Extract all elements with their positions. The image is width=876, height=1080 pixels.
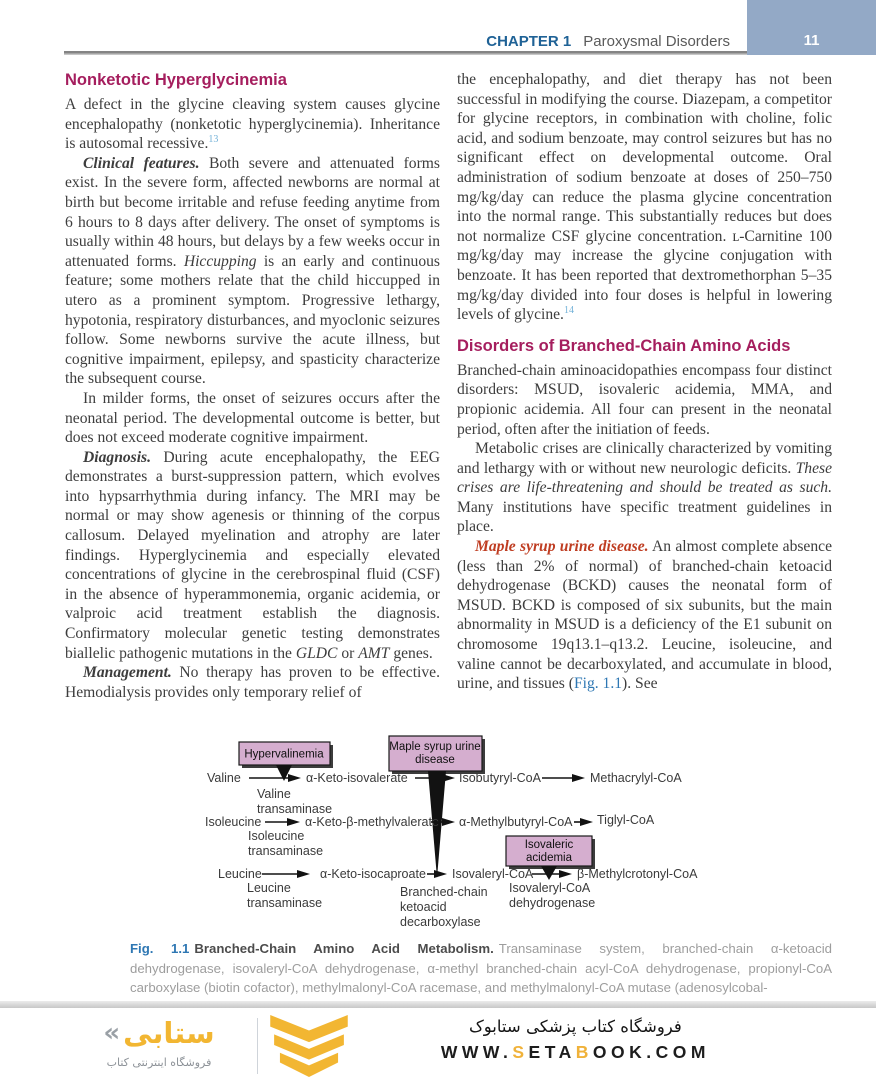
- diagram-node-tiglyl-coa: Tiglyl-CoA: [597, 813, 655, 827]
- logo-divider: [257, 1018, 258, 1074]
- figure-caption-body: Transaminase system, branched-chain α-ketoacid dehydrogenase, isovaleryl-CoA dehydrogenase, α-methyl branched-chain acyl-CoA dehydrogenase, propionyl-CoA carboxylase (biotin cofactor), methylmalonyl-CoA racemase, and methylmalonyl-CoA mutase (adenosylcobal-: [130, 941, 833, 995]
- arrowhead: [287, 818, 300, 826]
- arrowhead: [442, 774, 455, 782]
- logo-subtitle: فروشگاه اینترنتی کتاب: [106, 1056, 212, 1069]
- diagram-node-isobutyryl-coa: Isobutyryl-CoA: [459, 771, 541, 785]
- arrowhead: [559, 870, 572, 878]
- chapter-title: Paroxysmal Disorders: [583, 33, 730, 50]
- arrowhead: [580, 818, 593, 826]
- section-heading-branched-chain: Disorders of Branched-Chain Amino Acids: [457, 336, 791, 355]
- diagram-node-keto-isovalerate: α-Keto-isovalerate: [306, 771, 408, 785]
- logo-wordmark-row: [70, 1014, 248, 1052]
- disease-box-label: disease: [415, 754, 455, 766]
- diagram-node-methylcrotonyl-coa: β-Methylcrotonyl-CoA: [577, 867, 698, 881]
- disease-box-label: acidemia: [525, 852, 573, 864]
- pointer-triangle: [541, 866, 557, 880]
- guillemet-icon: «: [103, 1018, 121, 1048]
- enzyme-label-bckd: ketoacid: [400, 900, 447, 914]
- setabook-logo: [70, 1014, 248, 1069]
- right-column: [457, 70, 832, 702]
- metabolism-diagram: [85, 730, 855, 940]
- diagram-node-keto-methylvalerate: α-Keto-β-methylvalerate: [305, 815, 439, 829]
- paragraph: In milder forms, the onset of seizures occurs after the neonatal period. The developmental outcome is better, but does not exceed moderate cognitive impairment.: [65, 389, 440, 447]
- enzyme-label-ivd: dehydrogenase: [509, 896, 596, 910]
- arrowhead: [288, 774, 301, 782]
- figure-1-1-diagram: [85, 730, 855, 940]
- figure-caption: [130, 939, 832, 998]
- diagram-node-valine: Valine: [207, 771, 241, 785]
- page-number-box: [747, 0, 876, 55]
- logo-wordmark: ستابی: [123, 1015, 215, 1050]
- paragraph: Branched-chain aminoacidopathies encompass four distinct disorders: MSUD, isovaleric acidemia, MMA, and propionic acidemia. All four can present in the neonatal period, often after the initiation of feeds.: [457, 361, 832, 438]
- disease-box-label: Maple syrup urine: [389, 741, 481, 753]
- diagram-node-methacrylyl-coa: Methacrylyl-CoA: [590, 771, 682, 785]
- header-rule: [64, 51, 747, 55]
- arrowhead: [572, 774, 585, 782]
- website-url: WWW.SETABOOK.COM: [440, 1042, 710, 1062]
- paragraph: Diagnosis. During acute encephalopathy, the EEG demonstrates a burst-suppression pattern, which evolves into hypsarrhythmia during infancy. The MRI may be normal or may show agenesis or thinning of the corpus callosum. Delayed myelination and atrophy are later findings. Hyperglycinemia and especially elevated concentrations of glycine in the cerebrospinal fluid (CSF) in the absence of hyperammonemia, organic acidemia, or valproic acid treatment establish the diagnosis. Confirmatory molecular genetic testing demonstrates biallelic pathogenic mutations in the GLDC or AMT genes.: [65, 448, 440, 662]
- enzyme-label-leucine-transaminase: Leucine: [247, 881, 291, 895]
- store-title: فروشگاه کتاب پزشکی ستابوک: [469, 1017, 682, 1036]
- article-body: [65, 70, 833, 702]
- running-header: [486, 33, 730, 50]
- figure-caption-label: Fig. 1.1: [130, 941, 190, 956]
- diagram-node-keto-isocaproate: α-Keto-isocaproate: [320, 867, 426, 881]
- enzyme-label-valine-transaminase: transaminase: [257, 802, 333, 816]
- footer-store-block: [441, 1017, 710, 1063]
- chevron-mark-icon: [270, 1015, 348, 1077]
- enzyme-label-ivd: Isovaleryl-CoA: [509, 881, 591, 895]
- enzyme-label-bckd: Branched-chain: [400, 885, 488, 899]
- page-scan-edge: [0, 1001, 876, 1008]
- left-column: [65, 70, 440, 702]
- enzyme-label-leucine-transaminase: transaminase: [247, 896, 323, 910]
- diagram-node-isovaleryl-coa: Isovaleryl-CoA: [452, 867, 534, 881]
- paragraph: Metabolic crises are clinically characterized by vomiting and lethargy with or without new neurologic deficits. These crises are life-threatening and should be treated as such. Many institutions have specific treatment guidelines in place.: [457, 440, 832, 536]
- enzyme-label-valine-transaminase: Valine: [257, 787, 291, 801]
- figure-caption-title: Branched-Chain Amino Acid Metabolism.: [194, 941, 494, 956]
- footer: [0, 1012, 876, 1080]
- disease-box-label: Isovaleric: [524, 839, 574, 851]
- paragraph: Management. No therapy has proven to be effective. Hemodialysis provides only temporary relief of: [65, 664, 440, 701]
- section-heading-nonketotic-hyperglycinemia: Nonketotic Hyperglycinemia: [65, 71, 287, 89]
- arrowhead: [442, 818, 455, 826]
- paragraph: the encephalopathy, and diet therapy has not been successful in modifying the course. Diazepam, a competitor for glycine receptors, in combination with choline, folic acid, and sodium benzoate, may control seizures but has no significant effect on developmental outcome. Oral administration of sodium benzoate at doses of 250–750 mg/kg/day can reduce the plasma glycine concentration into the normal range. This substantially reduces but does not normalize CSF glycine concentration. ʟ-Carnitine 100 mg/kg/day may increase the glycine conjugation with benzoate. It has been reported that dextromethorphan 5–35 mg/kg/day divided into four doses is helpful in lowering levels of glycine.$^{14}$: [457, 71, 832, 324]
- paragraph: Maple syrup urine disease. An almost complete absence (less than 2% of normal) of branched-chain ketoacid dehydrogenase (BCKD) causes the neonatal form of MSUD. BCKD is composed of six subunits, but the main abnormality in MSUD is a deficiency of the E1 subunit on chromosome 19q13.1–q13.2. Leucine, isoleucine, and valine cannot be decarboxylated, and accumulate in blood, urine, and tissues (Fig. 1.1). See: [457, 538, 832, 693]
- disease-box-maple-syrup-urine: [389, 736, 485, 878]
- diagram-node-isoleucine: Isoleucine: [205, 815, 262, 829]
- disease-box-label: Hypervalinemia: [244, 748, 324, 761]
- enzyme-label-isoleucine-transaminase: Isoleucine: [248, 829, 305, 843]
- diagram-node-methylbutyryl-coa: α-Methylbutyryl-CoA: [459, 815, 573, 829]
- chapter-label: CHAPTER 1: [486, 33, 572, 50]
- arrowhead: [297, 870, 310, 878]
- diagram-node-leucine: Leucine: [218, 867, 262, 881]
- page-number: 11: [803, 32, 820, 49]
- paragraph: Clinical features. Both severe and attenuated forms exist. In the severe form, affected newborns are normal at birth but become irritable and refuse feeding anytime from 6 hours to 8 days after delivery. The onset of symptoms is usually within 48 hours, but delays by a few weeks occur in attenuated forms. Hiccupping is an early and continuous feature; some mothers relate that the child hiccupped in utero as a prominent symptom. Progressive lethargy, hypotonia, respiratory disturbances, and myoclonic seizures follow. Some newborns survive the acute illness, but cognitive impairment, epilepsy, and spasticity characterize the subsequent course.: [65, 154, 440, 388]
- arrowhead: [434, 870, 447, 878]
- paragraph: A defect in the glycine cleaving system causes glycine encephalopathy (nonketotic hyperglycinemia). Inheritance is autosomal recessive.$^{13}$: [65, 96, 440, 153]
- enzyme-label-isoleucine-transaminase: transaminase: [248, 844, 324, 858]
- enzyme-label-bckd: decarboxylase: [400, 915, 481, 929]
